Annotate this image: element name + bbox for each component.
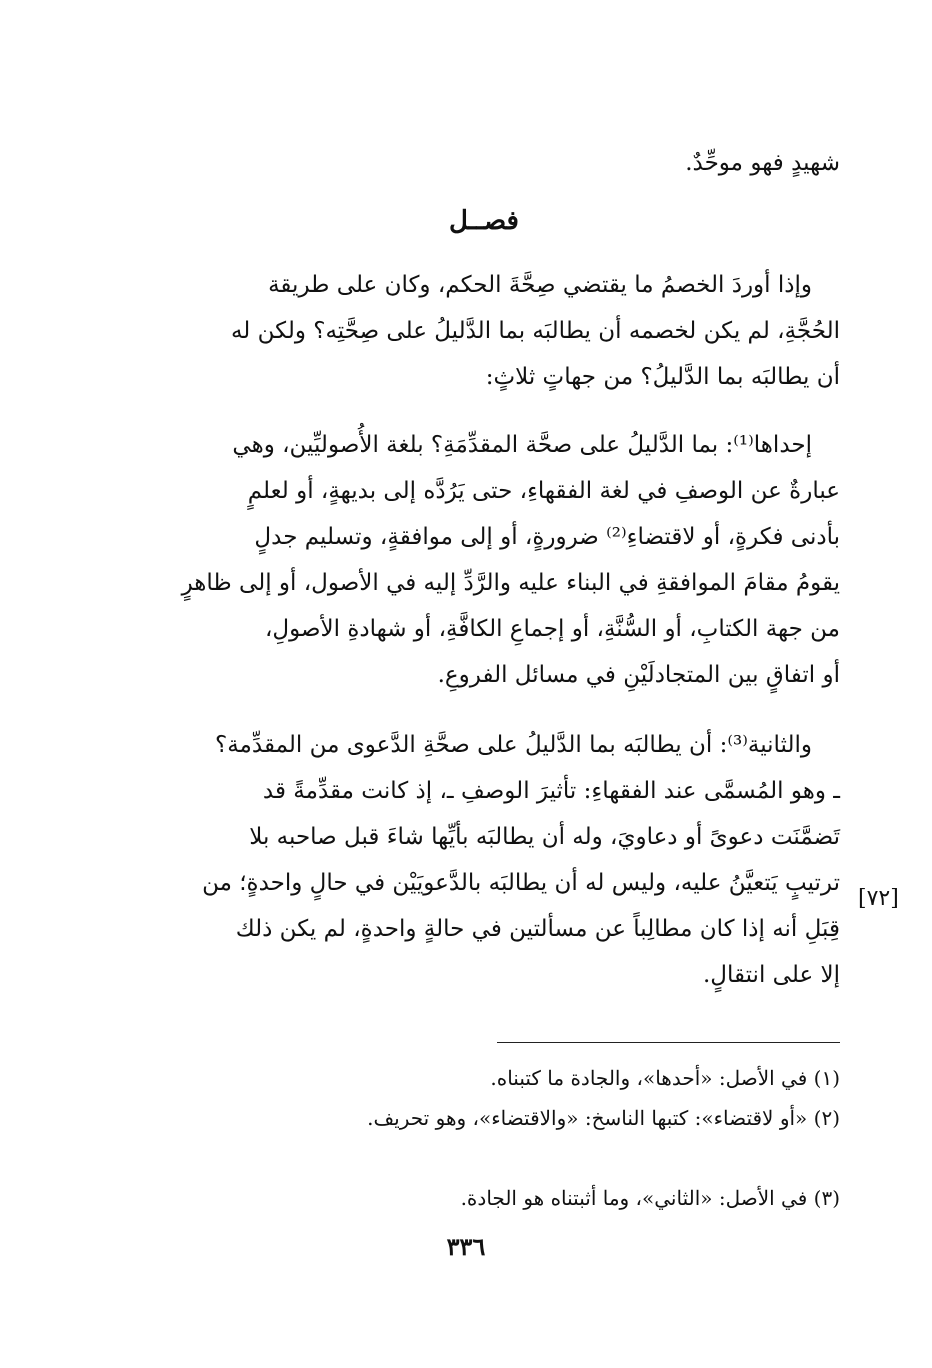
paragraph-line: إحداها⁽¹⁾: بما الدَّليلُ على صحَّة المقدِّمَةِ؟ بلغة الأُصوليِّين، وهي xyxy=(232,432,812,458)
paragraph-line: والثانية⁽³⁾: أن يطالبَه بما الدَّليلُ على صحَّةِ الدَّعوى من المقدِّمة؟ xyxy=(215,732,812,758)
paragraph-line: من جهة الكتابِ، أو السُّنَّةِ، أو إجماعِ الكافَّةِ، أو شهادةِ الأصولِ، xyxy=(264,616,840,642)
paragraph-1 xyxy=(128,262,840,400)
paragraph-line: أن يطالبَه بما الدَّليلُ؟ من جهاتٍ ثلاثٍ: xyxy=(485,364,840,390)
paragraph-line: إلا على انتقالٍ. xyxy=(702,962,840,988)
opening-line: شهيدٍ فهو موحِّدٌ. xyxy=(685,150,840,176)
paragraph-line: تَضمَّنَت دعوىً أو دعاويَ، وله أن يطالبَه بأيِّها شاءَ قبل صاحبه بلا xyxy=(249,824,840,850)
paragraph-line: وإذا أوردَ الخصمُ ما يقتضي صِحَّةَ الحكم، وكان على طريقة xyxy=(268,272,812,298)
section-heading: فصــل xyxy=(449,206,519,236)
paragraph-line: قِبَلِ أنه إذا كان مطالِباً عن مسألتين في حالةٍ واحدةٍ، لم يكن ذلك xyxy=(235,916,840,942)
paragraph-line: أو اتفاقٍ بين المتجادلَيْنِ في مسائل الفروعِ. xyxy=(437,662,840,688)
manuscript-folio-marker: [٧٢] xyxy=(858,886,899,911)
paragraph-3 xyxy=(128,722,840,998)
paragraph-2 xyxy=(128,422,840,698)
footnote-divider xyxy=(497,1042,840,1043)
paragraph-line: ـ وهو المُسمَّى عند الفقهاءِ: تأثيرَ الوصفِ ـ، إذ كانت مقدِّمةً قد xyxy=(262,778,840,804)
paragraph-line: ترتيبٍ يَتعيَّنُ عليه، وليس له أن يطالبَه بالدَّعويَيْن في حالٍ واحدةٍ؛ من xyxy=(202,870,840,896)
paragraph-line: الحُجَّةِ، لم يكن لخصمه أن يطالبَه بما الدَّليلُ على صِحَّتِه؟ ولكن له xyxy=(230,318,840,344)
paragraph-line: عبارةٌ عن الوصفِ في لغة الفقهاءِ، حتى يَرُدَّه إلى بديهةٍ، أو لعلمٍ xyxy=(247,478,840,504)
paragraph-line: بأدنى فكرةٍ، أو لاقتضاءِ⁽²⁾ ضرورةٍ، أو إلى موافقةٍ، وتسليم جدلٍ xyxy=(254,524,840,550)
footnote-2: (٢) «أو لاقتضاء»: كتبها الناسخ: «والاقتضاء»، وهو تحريف. xyxy=(367,1106,840,1130)
page-number: ٣٣٦ xyxy=(446,1232,486,1261)
footnote-3: (٣) في الأصل: «الثاني»، وما أثبتناه هو الجادة. xyxy=(460,1186,840,1210)
paragraph-line: يقومُ مقامَ الموافقةِ في البناء عليه والرَّدِّ إليه في الأصول، أو إلى ظاهرٍ xyxy=(181,570,840,596)
footnote-1: (١) في الأصل: «أحدها»، والجادة ما كتبناه. xyxy=(490,1066,840,1090)
